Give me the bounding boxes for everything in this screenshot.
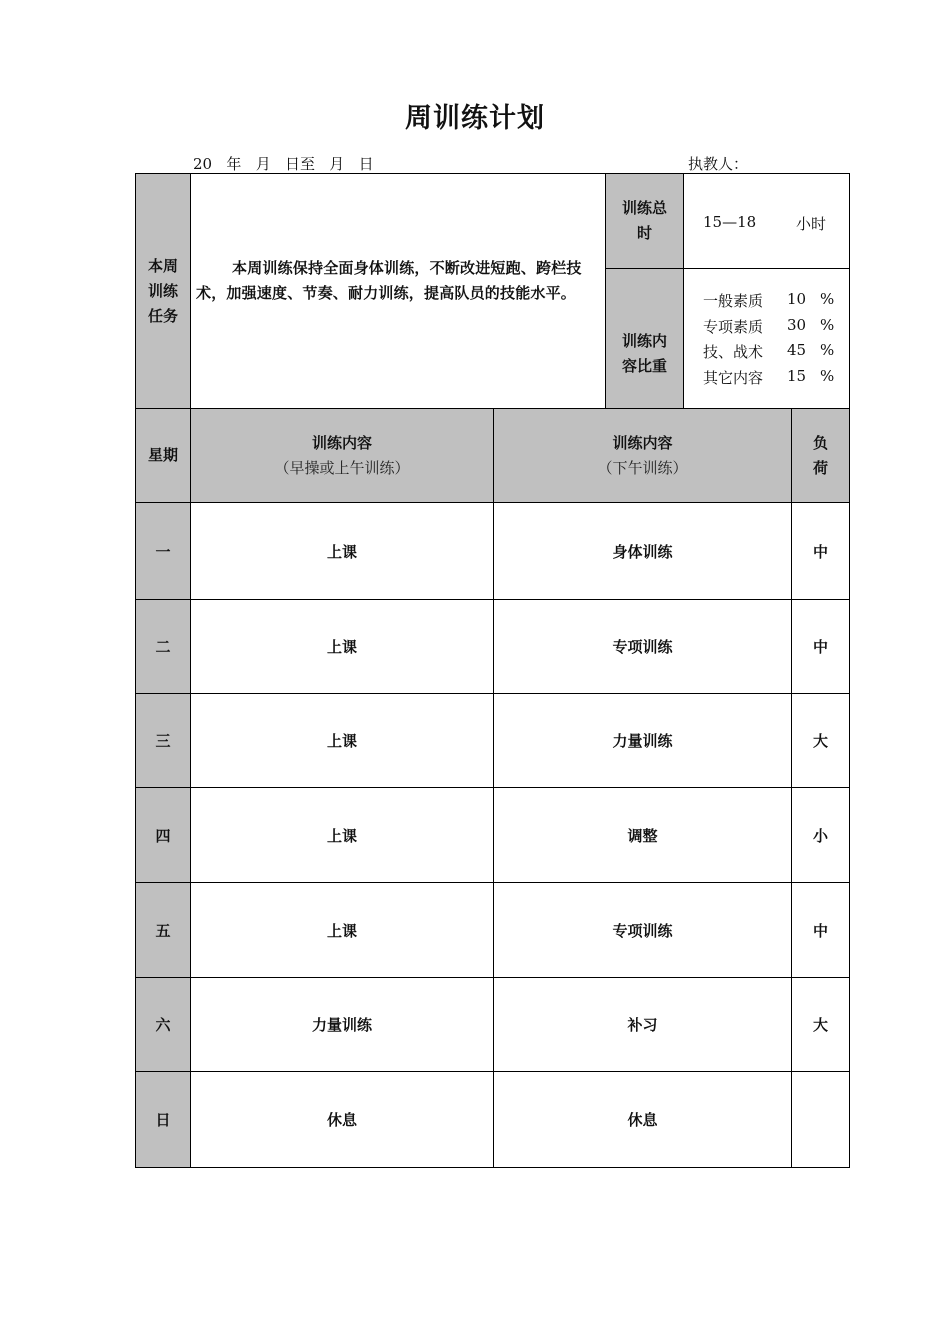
morning-cell: 上课	[190, 882, 494, 978]
header-load: 负 荷	[791, 408, 850, 503]
afternoon-cell: 补习	[493, 977, 792, 1072]
header-day: 星期	[135, 408, 191, 503]
day-cell: 一	[135, 502, 191, 600]
ratio-item: 一般素质 10 %	[703, 290, 835, 310]
day-cell: 六	[135, 977, 191, 1072]
day-cell: 三	[135, 693, 191, 788]
afternoon-cell: 调整	[493, 787, 792, 883]
load-cell: 大	[791, 693, 850, 788]
header-afternoon: 训练内容 （下午训练）	[493, 408, 792, 503]
day-cell: 二	[135, 599, 191, 694]
afternoon-cell: 专项训练	[493, 882, 792, 978]
load-cell: 小	[791, 787, 850, 883]
ratio-item: 技、战术 45 %	[703, 341, 835, 362]
load-cell: 中	[791, 882, 850, 978]
afternoon-cell: 力量训练	[493, 693, 792, 788]
load-cell: 大	[791, 977, 850, 1072]
day-cell: 四	[135, 787, 191, 883]
total-hours-value: 15—18 小时	[703, 213, 827, 233]
page-title: 周训练计划	[405, 103, 545, 134]
morning-cell: 上课	[190, 599, 494, 694]
morning-cell: 力量训练	[190, 977, 494, 1072]
morning-cell: 上课	[190, 787, 494, 883]
morning-cell: 上课	[190, 502, 494, 600]
ratio-list	[703, 290, 843, 392]
task-content: 本周训练保持全面身体训练，不断改进短跑、跨栏技术，加强速度、节奏、耐力训练，提高队员的技能水平。	[196, 259, 582, 302]
day-cell: 日	[135, 1071, 191, 1168]
morning-cell: 休息	[190, 1071, 494, 1168]
ratio-label-cell: 训练内 容比重	[605, 268, 684, 409]
total-hours-label-cell: 训练总 时	[605, 173, 684, 269]
header-morning: 训练内容 （早操或上午训练）	[190, 408, 494, 503]
afternoon-cell: 休息	[493, 1071, 792, 1168]
date-range-line: 20 年 月 日至 月 日	[193, 155, 374, 173]
coach-label: 执教人：	[688, 155, 749, 173]
ratio-item: 其它内容 15 %	[703, 366, 835, 387]
load-cell: 中	[791, 599, 850, 694]
task-label-cell	[135, 173, 191, 409]
morning-cell: 上课	[190, 693, 494, 788]
load-cell: 中	[791, 502, 850, 600]
afternoon-cell: 身体训练	[493, 502, 792, 600]
afternoon-cell: 专项训练	[493, 599, 792, 694]
task-label: 本周 训练 任务	[147, 256, 178, 325]
day-cell: 五	[135, 882, 191, 978]
ratio-item: 专项素质 30 %	[703, 315, 835, 336]
load-cell	[791, 1071, 850, 1168]
total-hours-unit: 小时	[796, 215, 827, 233]
